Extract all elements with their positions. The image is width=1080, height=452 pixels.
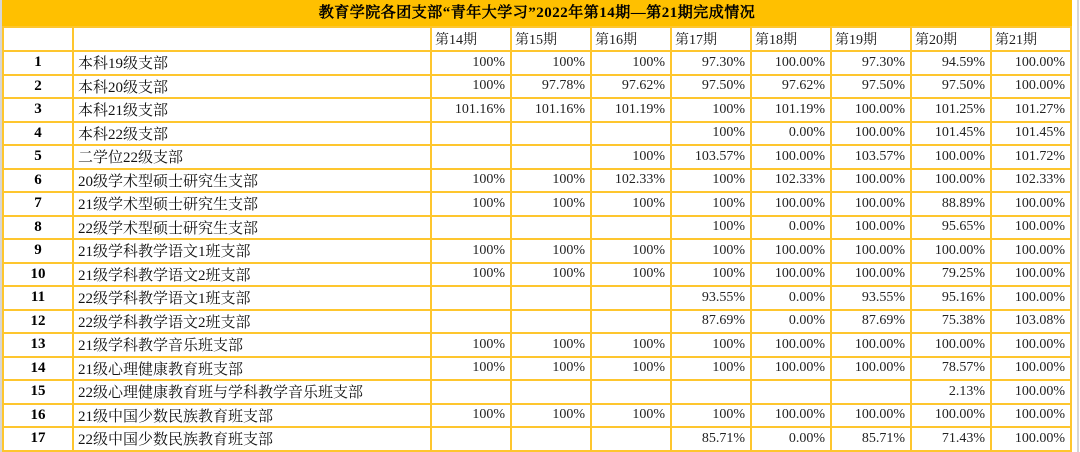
branch-name-cell: 22级学科教学语文1班支部	[73, 286, 431, 310]
completion-value-cell	[591, 122, 671, 146]
completion-value-cell: 100.00%	[831, 263, 911, 287]
table-row	[3, 122, 1071, 146]
completion-value-cell: 100.00%	[831, 333, 911, 357]
completion-value-cell: 100%	[671, 263, 751, 287]
table-row	[3, 333, 1071, 357]
completion-value-cell: 100%	[511, 263, 591, 287]
completion-value-cell: 103.08%	[991, 310, 1071, 334]
completion-value-cell	[431, 286, 511, 310]
completion-value-cell: 97.62%	[751, 75, 831, 99]
completion-value-cell: 100%	[671, 216, 751, 240]
completion-value-cell: 0.00%	[751, 427, 831, 451]
completion-value-cell: 100.00%	[751, 239, 831, 263]
completion-value-cell: 100.00%	[991, 286, 1071, 310]
completion-value-cell	[751, 380, 831, 404]
table-row	[3, 239, 1071, 263]
completion-value-cell: 100%	[671, 169, 751, 193]
completion-value-cell	[431, 427, 511, 451]
table-row	[3, 357, 1071, 381]
completion-value-cell: 100.00%	[991, 404, 1071, 428]
col-header-period-14: 第14期	[431, 27, 511, 51]
corner-cell-index	[3, 27, 73, 51]
completion-value-cell: 93.55%	[831, 286, 911, 310]
completion-value-cell: 94.59%	[911, 51, 991, 75]
row-number-cell: 14	[3, 357, 73, 381]
branch-name-cell: 本科20级支部	[73, 75, 431, 99]
completion-value-cell: 100.00%	[911, 145, 991, 169]
completion-value-cell: 102.33%	[991, 169, 1071, 193]
branch-name-cell: 本科19级支部	[73, 51, 431, 75]
completion-value-cell: 103.57%	[831, 145, 911, 169]
completion-value-cell: 97.30%	[831, 51, 911, 75]
completion-value-cell: 85.71%	[831, 427, 911, 451]
branch-name-cell: 21级中国少数民族教育班支部	[73, 404, 431, 428]
completion-value-cell: 100.00%	[991, 239, 1071, 263]
branch-name-cell: 21级心理健康教育班支部	[73, 357, 431, 381]
table-row	[3, 216, 1071, 240]
completion-value-cell	[591, 216, 671, 240]
completion-table	[2, 26, 1072, 452]
completion-value-cell: 101.45%	[991, 122, 1071, 146]
completion-value-cell: 100%	[591, 333, 671, 357]
table-row	[3, 404, 1071, 428]
completion-value-cell	[431, 145, 511, 169]
completion-value-cell: 101.72%	[991, 145, 1071, 169]
completion-value-cell: 100%	[431, 239, 511, 263]
row-number-cell: 17	[3, 427, 73, 451]
completion-value-cell: 100.00%	[751, 404, 831, 428]
completion-value-cell: 100%	[511, 357, 591, 381]
completion-value-cell: 100%	[511, 404, 591, 428]
completion-value-cell	[591, 380, 671, 404]
completion-value-cell: 100.00%	[991, 75, 1071, 99]
completion-value-cell: 100.00%	[751, 333, 831, 357]
completion-value-cell: 100.00%	[831, 192, 911, 216]
completion-value-cell: 101.25%	[911, 98, 991, 122]
branch-name-cell: 22级中国少数民族教育班支部	[73, 427, 431, 451]
table-row	[3, 286, 1071, 310]
completion-value-cell: 100.00%	[991, 380, 1071, 404]
table-row	[3, 192, 1071, 216]
col-header-period-15: 第15期	[511, 27, 591, 51]
row-number-cell: 4	[3, 122, 73, 146]
completion-value-cell: 100.00%	[991, 263, 1071, 287]
completion-value-cell	[511, 310, 591, 334]
completion-value-cell	[591, 310, 671, 334]
completion-value-cell	[511, 427, 591, 451]
completion-value-cell: 100%	[591, 239, 671, 263]
row-number-cell: 12	[3, 310, 73, 334]
completion-value-cell: 88.89%	[911, 192, 991, 216]
table-row	[3, 310, 1071, 334]
col-header-period-19: 第19期	[831, 27, 911, 51]
branch-name-cell: 22级学科教学语文2班支部	[73, 310, 431, 334]
completion-value-cell: 100.00%	[831, 404, 911, 428]
table-body	[3, 51, 1071, 451]
completion-value-cell: 100%	[431, 169, 511, 193]
completion-value-cell	[511, 216, 591, 240]
completion-value-cell: 100%	[591, 51, 671, 75]
completion-value-cell: 101.19%	[591, 98, 671, 122]
completion-value-cell: 100%	[511, 333, 591, 357]
completion-value-cell: 100.00%	[751, 263, 831, 287]
completion-value-cell: 101.19%	[751, 98, 831, 122]
col-header-period-17: 第17期	[671, 27, 751, 51]
completion-value-cell	[831, 380, 911, 404]
completion-value-cell: 78.57%	[911, 357, 991, 381]
completion-value-cell: 100%	[671, 357, 751, 381]
completion-value-cell: 102.33%	[751, 169, 831, 193]
completion-value-cell: 100.00%	[911, 333, 991, 357]
completion-value-cell: 85.71%	[671, 427, 751, 451]
completion-value-cell	[431, 122, 511, 146]
completion-value-cell	[431, 310, 511, 334]
row-number-cell: 5	[3, 145, 73, 169]
completion-value-cell: 100%	[431, 357, 511, 381]
completion-value-cell: 100%	[591, 357, 671, 381]
col-header-period-18: 第18期	[751, 27, 831, 51]
completion-value-cell: 100.00%	[911, 169, 991, 193]
completion-value-cell: 100.00%	[751, 192, 831, 216]
completion-value-cell: 0.00%	[751, 310, 831, 334]
completion-value-cell: 93.55%	[671, 286, 751, 310]
completion-value-cell: 100.00%	[831, 169, 911, 193]
completion-value-cell: 102.33%	[591, 169, 671, 193]
row-number-cell: 9	[3, 239, 73, 263]
completion-value-cell: 100.00%	[831, 98, 911, 122]
completion-value-cell: 101.16%	[511, 98, 591, 122]
completion-value-cell: 100.00%	[991, 427, 1071, 451]
completion-value-cell	[591, 286, 671, 310]
completion-value-cell: 79.25%	[911, 263, 991, 287]
branch-name-cell: 21级学科教学语文1班支部	[73, 239, 431, 263]
row-number-cell: 16	[3, 404, 73, 428]
completion-value-cell: 100%	[431, 404, 511, 428]
table-row	[3, 98, 1071, 122]
table-row	[3, 75, 1071, 99]
completion-value-cell: 100%	[431, 192, 511, 216]
completion-value-cell: 100%	[671, 404, 751, 428]
completion-value-cell: 97.78%	[511, 75, 591, 99]
row-number-cell: 6	[3, 169, 73, 193]
branch-name-cell: 21级学科教学语文2班支部	[73, 263, 431, 287]
completion-value-cell	[511, 122, 591, 146]
row-number-cell: 1	[3, 51, 73, 75]
completion-value-cell	[671, 380, 751, 404]
completion-value-cell: 100.00%	[831, 357, 911, 381]
completion-value-cell: 100.00%	[831, 122, 911, 146]
completion-value-cell: 97.50%	[911, 75, 991, 99]
completion-value-cell	[511, 380, 591, 404]
completion-value-cell: 103.57%	[671, 145, 751, 169]
branch-name-cell: 21级学术型硕士研究生支部	[73, 192, 431, 216]
completion-value-cell	[511, 286, 591, 310]
completion-value-cell: 0.00%	[751, 122, 831, 146]
branch-name-cell: 20级学术型硕士研究生支部	[73, 169, 431, 193]
row-number-cell: 10	[3, 263, 73, 287]
completion-value-cell: 100%	[511, 51, 591, 75]
completion-value-cell: 101.45%	[911, 122, 991, 146]
table-row	[3, 169, 1071, 193]
completion-value-cell: 2.13%	[911, 380, 991, 404]
completion-value-cell: 100%	[671, 122, 751, 146]
col-header-period-16: 第16期	[591, 27, 671, 51]
row-number-cell: 8	[3, 216, 73, 240]
completion-value-cell: 97.50%	[671, 75, 751, 99]
completion-value-cell: 100%	[431, 51, 511, 75]
row-number-cell: 2	[3, 75, 73, 99]
completion-value-cell: 100%	[431, 333, 511, 357]
completion-value-cell: 100.00%	[751, 145, 831, 169]
completion-value-cell: 100.00%	[831, 216, 911, 240]
completion-value-cell: 100.00%	[991, 216, 1071, 240]
row-number-cell: 15	[3, 380, 73, 404]
completion-value-cell: 87.69%	[831, 310, 911, 334]
completion-value-cell: 100%	[591, 145, 671, 169]
completion-value-cell: 100%	[591, 263, 671, 287]
row-number-cell: 11	[3, 286, 73, 310]
branch-name-cell: 二学位22级支部	[73, 145, 431, 169]
completion-value-cell: 100%	[431, 263, 511, 287]
completion-value-cell: 101.16%	[431, 98, 511, 122]
completion-value-cell: 97.50%	[831, 75, 911, 99]
completion-value-cell: 100%	[671, 239, 751, 263]
completion-value-cell: 0.00%	[751, 286, 831, 310]
completion-value-cell	[591, 427, 671, 451]
completion-value-cell: 100%	[511, 239, 591, 263]
completion-value-cell: 97.62%	[591, 75, 671, 99]
completion-value-cell: 101.27%	[991, 98, 1071, 122]
completion-value-cell: 100.00%	[991, 357, 1071, 381]
branch-name-cell: 本科22级支部	[73, 122, 431, 146]
completion-value-cell: 0.00%	[751, 216, 831, 240]
header-row	[3, 27, 1071, 51]
completion-value-cell: 100.00%	[991, 333, 1071, 357]
completion-value-cell: 100%	[671, 192, 751, 216]
branch-name-cell: 21级学科教学音乐班支部	[73, 333, 431, 357]
completion-value-cell	[431, 216, 511, 240]
row-number-cell: 7	[3, 192, 73, 216]
completion-value-cell: 95.65%	[911, 216, 991, 240]
completion-value-cell: 100%	[431, 75, 511, 99]
completion-value-cell: 100%	[671, 98, 751, 122]
col-header-period-21: 第21期	[991, 27, 1071, 51]
completion-value-cell: 100.00%	[751, 357, 831, 381]
branch-name-cell: 22级学术型硕士研究生支部	[73, 216, 431, 240]
col-header-period-20: 第20期	[911, 27, 991, 51]
completion-value-cell: 71.43%	[911, 427, 991, 451]
completion-value-cell: 95.16%	[911, 286, 991, 310]
completion-value-cell: 100.00%	[991, 51, 1071, 75]
completion-value-cell: 100%	[591, 192, 671, 216]
completion-value-cell: 100%	[671, 333, 751, 357]
table-row	[3, 51, 1071, 75]
completion-value-cell: 100.00%	[751, 51, 831, 75]
corner-cell-branch	[73, 27, 431, 51]
row-number-cell: 3	[3, 98, 73, 122]
completion-value-cell: 87.69%	[671, 310, 751, 334]
completion-table-sheet	[2, 0, 1072, 452]
completion-value-cell	[431, 380, 511, 404]
completion-value-cell: 100%	[511, 169, 591, 193]
completion-value-cell	[511, 145, 591, 169]
window-right-edge	[1077, 0, 1079, 452]
completion-value-cell: 100%	[591, 404, 671, 428]
table-row	[3, 263, 1071, 287]
completion-value-cell: 100%	[511, 192, 591, 216]
branch-name-cell: 本科21级支部	[73, 98, 431, 122]
table-row	[3, 145, 1071, 169]
completion-value-cell: 100.00%	[911, 404, 991, 428]
branch-name-cell: 22级心理健康教育班与学科教学音乐班支部	[73, 380, 431, 404]
completion-value-cell: 100.00%	[831, 239, 911, 263]
completion-value-cell: 100.00%	[911, 239, 991, 263]
completion-value-cell: 97.30%	[671, 51, 751, 75]
completion-value-cell: 75.38%	[911, 310, 991, 334]
row-number-cell: 13	[3, 333, 73, 357]
completion-value-cell: 100.00%	[991, 192, 1071, 216]
table-row	[3, 427, 1071, 451]
table-title: 教育学院各团支部“青年大学习”2022年第14期—第21期完成情况	[2, 0, 1072, 26]
table-row	[3, 380, 1071, 404]
